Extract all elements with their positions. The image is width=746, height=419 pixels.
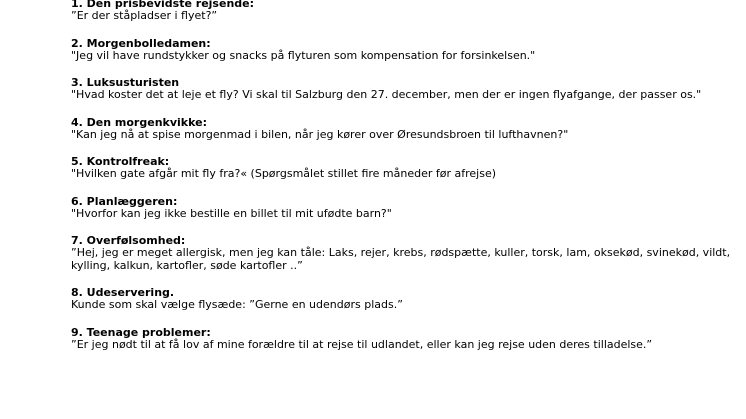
entry-2 — [71, 38, 731, 63]
entry-title: 2. Morgenbolledamen: — [71, 36, 211, 50]
entry-quote: ”Er der ståpladser i flyet?” — [71, 9, 218, 22]
entry-3 — [71, 77, 731, 102]
entry-title: 3. Luksusturisten — [71, 76, 180, 89]
entry-quote: "Hvilken gate afgår mit fly fra?« (Spørgsmålet stillet fire måneder før afrejse) — [71, 167, 497, 180]
entry-quote: Kunde som skal vælge flysæde: ”Gerne en udendørs plads.” — [71, 298, 403, 311]
entry-9 — [71, 327, 731, 352]
entry-quote: ”Er jeg nødt til at få lov af mine forældre til at rejse til udlandet, eller kan jeg rejse uden deres tilladelse.” — [71, 337, 653, 351]
entry-title: 9. Teenage problemer: — [71, 325, 211, 339]
entry-title: 6. Planlæggeren: — [71, 194, 178, 208]
entry-quote: "Kan jeg nå at spise morgenmad i bilen, når jeg kører over Øresundsbroen til lufthavnen?" — [71, 127, 569, 141]
entry-title: 4. Den morgenkvikke: — [71, 115, 207, 129]
entry-1 — [71, 0, 731, 23]
entry-title: 7. Overfølsomhed: — [71, 234, 186, 247]
entry-quote: ”Hej, jeg er meget allergisk, men jeg kan tåle: Laks, rejer, krebs, rødspætte, kuller, torsk, lam, oksekød, svinekød, vildt, kylling, kalkun, kartofler, søde kartofler ..” — [71, 246, 731, 272]
entry-quote: "Jeg vil have rundstykker og snacks på flyturen som kompensation for forsinkelsen." — [71, 48, 536, 62]
entry-7 — [71, 235, 731, 272]
entry-quote: "Hvorfor kan jeg ikke bestille en billet til mit ufødte barn?" — [71, 206, 392, 220]
document-body — [71, 0, 731, 366]
entry-quote: "Hvad koster det at leje et fly? Vi skal til Salzburg den 27. december, men der er ingen flyafgange, der passer os." — [71, 88, 702, 101]
entry-8 — [71, 287, 731, 312]
entry-4 — [71, 117, 731, 142]
entry-6 — [71, 196, 731, 221]
entry-title: 1. Den prisbevidste rejsende: — [71, 0, 255, 10]
entry-5 — [71, 156, 731, 181]
entry-title: 5. Kontrolfreak: — [71, 155, 170, 168]
entry-title: 8. Udeservering. — [71, 286, 175, 299]
